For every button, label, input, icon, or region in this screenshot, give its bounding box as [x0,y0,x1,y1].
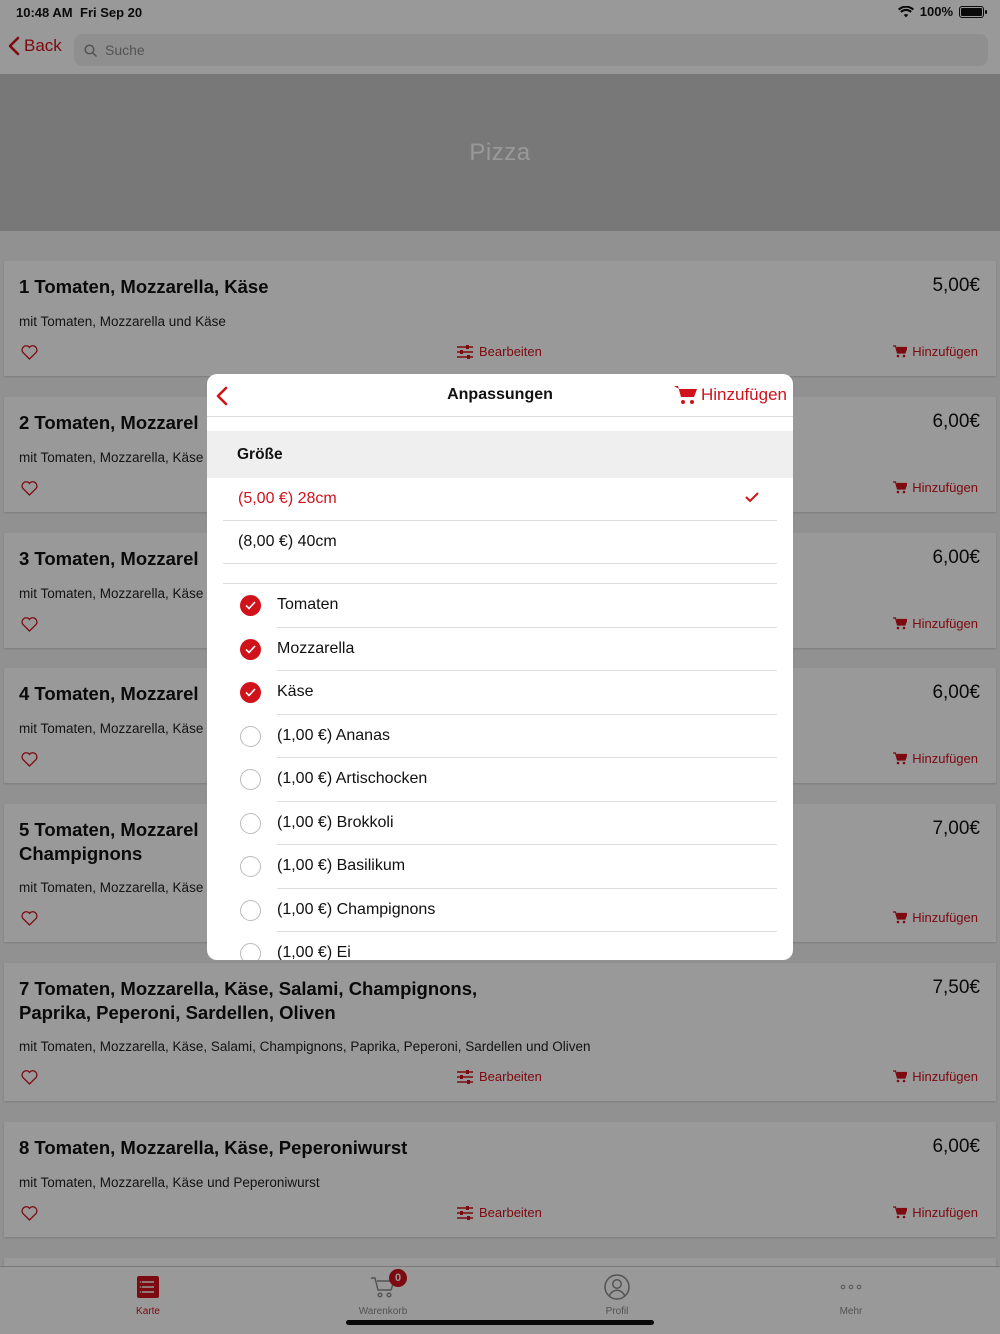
checkbox-checked[interactable] [240,595,261,616]
size-option-label: (8,00 €) 40cm [238,533,337,550]
modal-title: Anpassungen [447,386,553,403]
checkbox-unchecked[interactable] [240,856,261,877]
menu-item-description: mit Tomaten, Mozzarella, Käse [19,586,204,601]
modal-add-button[interactable] [674,384,787,406]
checkmark-icon [245,601,256,610]
checkbox-checked[interactable] [240,639,261,660]
size-section-title: Größe [237,446,283,463]
customization-modal [207,374,793,960]
menu-item-name: 1 Tomaten, Mozzarella, Käse [19,276,269,297]
menu-item-name-line1: 5 Tomaten, Mozzarel [19,819,199,840]
menu-item-price: 6,00€ [932,547,980,568]
cart-icon [674,384,698,406]
menu-item-name: 3 Tomaten, Mozzarel [19,548,199,569]
back-label: Back [24,36,62,55]
topping-label: (1,00 €) Ei [277,944,351,960]
menu-item-description: mit Tomaten, Mozzarella und Käse [19,314,226,329]
status-date: Fri Sep 20 [80,5,143,20]
checkbox-unchecked[interactable] [240,726,261,747]
topping-label: Mozzarella [277,639,355,657]
checkbox-unchecked[interactable] [240,900,261,921]
checkbox-unchecked[interactable] [240,769,261,790]
topping-option[interactable] [223,671,777,715]
checkmark-icon [245,688,256,697]
menu-item-price: 7,00€ [932,818,980,839]
topping-option[interactable] [223,802,777,846]
menu-item-description: mit Tomaten, Mozzarella, Käse und Peperoniwurst [19,1175,320,1190]
add-label: Hinzufügen [912,1205,978,1220]
edit-label: Bearbeiten [479,1069,542,1084]
menu-item-name-line1: 7 Tomaten, Mozzarella, Käse, Salami, Champignons, [19,978,478,999]
checkbox-unchecked[interactable] [240,943,261,960]
size-option[interactable] [223,478,777,521]
modal-header [207,374,793,417]
tab-mehr-label: Mehr [839,1306,863,1317]
menu-item-description: mit Tomaten, Mozzarella, Käse, Salami, Champignons, Paprika, Peperoni, Sardellen und Oliven [19,1039,591,1054]
checkmark-icon [245,645,256,654]
tab-karte-label: Karte [136,1306,160,1317]
add-label: Hinzufügen [912,616,978,631]
topping-option[interactable] [223,845,777,889]
menu-item-name-line2: Paprika, Peperoni, Sardellen, Oliven [19,1002,336,1023]
menu-item-name: 4 Tomaten, Mozzarel [19,683,199,704]
size-option[interactable] [223,521,777,564]
menu-item-name: 2 Tomaten, Mozzarel [19,412,199,433]
topping-label: (1,00 €) Basilikum [277,857,406,874]
menu-item-price: 7,50€ [932,977,980,998]
category-title: Pizza [469,138,531,166]
size-section-header [207,431,793,478]
add-label: Hinzufügen [912,344,978,359]
modal-add-label: Hinzufügen [700,385,787,404]
topping-option[interactable] [223,758,777,802]
menu-item-description: mit Tomaten, Mozzarella, Käse [19,721,204,736]
topping-label: (1,00 €) Ananas [277,726,390,744]
search-input[interactable]: Suche [105,42,145,58]
size-option-label: (5,00 €) 28cm [238,490,337,507]
topping-label: (1,00 €) Champignons [277,900,436,918]
battery-percent: 100% [919,4,953,19]
topping-option[interactable] [223,889,777,933]
menu-item-price: 6,00€ [932,1136,980,1157]
menu-item-price: 6,00€ [932,411,980,432]
topping-option[interactable] [223,715,777,759]
edit-label: Bearbeiten [479,1205,542,1220]
checkbox-unchecked[interactable] [240,813,261,834]
add-label: Hinzufügen [912,910,978,925]
topping-option[interactable] [223,932,777,960]
add-label: Hinzufügen [912,480,978,495]
topping-label: (1,00 €) Brokkoli [277,813,394,831]
topping-label: (1,00 €) Artischocken [277,770,428,787]
topping-label: Käse [277,683,314,700]
menu-item-name: 8 Tomaten, Mozzarella, Käse, Peperoniwurst [19,1137,408,1158]
tab-profil-label: Profil [605,1306,629,1317]
checkbox-checked[interactable] [240,682,261,703]
add-label: Hinzufügen [912,1069,978,1084]
topping-option[interactable] [223,628,777,672]
menu-item-price: 5,00€ [932,275,980,296]
add-label: Hinzufügen [912,751,978,766]
tab-warenkorb-label: Warenkorb [358,1306,408,1317]
menu-item-name-line2: Champignons [19,843,143,864]
menu-item-price: 6,00€ [932,682,980,703]
menu-item-description: mit Tomaten, Mozzarella, Käse [19,450,204,465]
topping-option[interactable] [223,584,777,628]
checkmark-icon [745,492,759,503]
menu-item-description: mit Tomaten, Mozzarella, Käse [19,880,204,895]
status-time: 10:48 AM [16,5,73,20]
edit-label: Bearbeiten [479,344,542,359]
cart-count-badge: 0 [389,1269,407,1287]
topping-label: Tomaten [277,596,339,613]
